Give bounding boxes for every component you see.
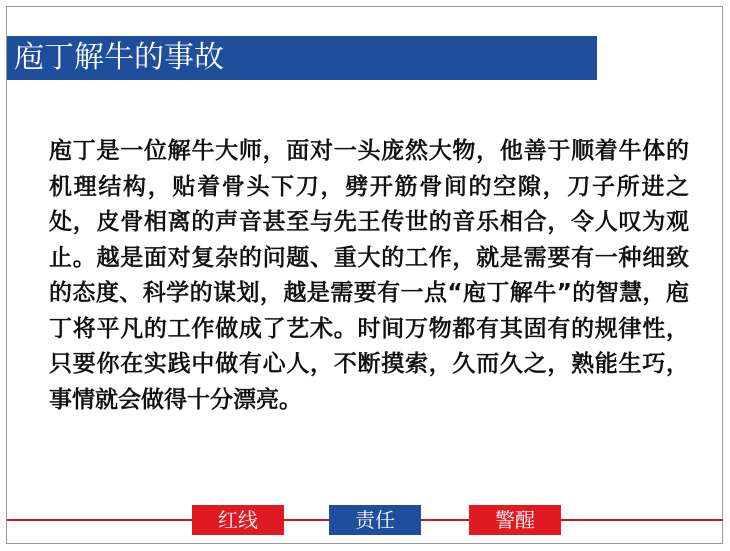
slide-title: 庖丁解牛的事故 bbox=[14, 40, 224, 75]
tab-responsibility[interactable]: 责任 bbox=[329, 505, 421, 535]
tab-red-line[interactable]: 红线 bbox=[192, 505, 284, 535]
tab-alert[interactable]: 警醒 bbox=[469, 505, 561, 535]
slide-body-text: 庖丁是一位解牛大师，面对一头庞然大物，他善于顺着牛体的机理结构，贴着骨头下刀，劈开筋骨间的空隙，刀子所进之处，皮骨相离的声音甚至与先王传世的音乐相合，令人叹为观止。越是面对复杂的问题、重大的工作，就是需要有一种细致的态度、科学的谋划，越是需要有一点“庖丁解牛”的智慧，庖丁将平凡的工作做成了艺术。时间万物都有其固有的规律性，只要你在实践中做有心人，不断摸索，久而久之，熟能生巧，事情就会做得十分漂亮。 bbox=[49, 138, 689, 413]
